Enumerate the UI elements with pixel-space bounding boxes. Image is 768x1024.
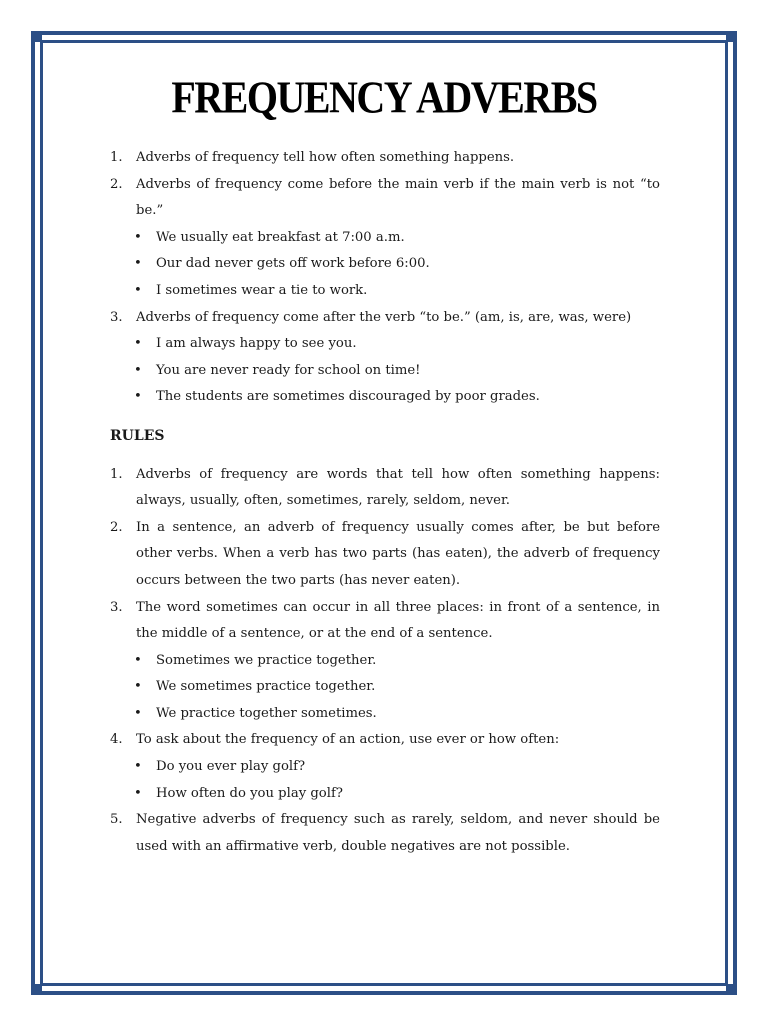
rules-heading: RULES — [110, 427, 165, 444]
item-text: I sometimes wear a tie to work. — [156, 282, 368, 298]
bullet-marker: • — [134, 229, 142, 245]
item-number: 2. — [110, 519, 123, 535]
document-body — [110, 145, 660, 860]
intro-list — [110, 145, 660, 411]
border-corner-top-right — [726, 31, 737, 42]
numbered-item — [110, 305, 660, 332]
bullet-marker: • — [134, 389, 142, 405]
bullet-marker: • — [134, 705, 142, 721]
item-text: Adverbs of frequency are words that tell how often something happens: always, usually, often, sometimes, rarely, seldom, never. — [136, 466, 660, 509]
item-text: You are never ready for school on time! — [156, 362, 421, 378]
numbered-item — [110, 172, 660, 225]
item-text: Adverbs of frequency come before the main verb if the main verb is not “to be.” — [136, 176, 660, 219]
item-text: In a sentence, an adverb of frequency usually comes after, be but before other verbs. When a verb has two parts (has eaten), the adverb of frequency occurs between the two parts (has never eaten). — [136, 519, 660, 588]
numbered-item — [110, 145, 660, 172]
bullet-item — [110, 754, 660, 781]
item-number: 1. — [110, 466, 123, 482]
numbered-item — [110, 727, 660, 754]
item-text: The students are sometimes discouraged by poor grades. — [156, 389, 540, 405]
item-text: We sometimes practice together. — [156, 679, 376, 695]
bullet-marker: • — [134, 785, 142, 801]
bullet-marker: • — [134, 336, 142, 352]
bullet-item — [110, 358, 660, 385]
item-text: Adverbs of frequency come after the verb “to be.” (am, is, are, was, were) — [136, 309, 632, 325]
bullet-item — [110, 331, 660, 358]
bullet-item — [110, 781, 660, 808]
item-text: Adverbs of frequency tell how often something happens. — [136, 150, 515, 165]
item-number: 1. — [110, 150, 123, 165]
bullet-marker: • — [134, 652, 142, 668]
item-text: I am always happy to see you. — [156, 336, 357, 352]
item-number: 3. — [110, 309, 123, 325]
item-number: 3. — [110, 599, 123, 615]
bullet-marker: • — [134, 282, 142, 298]
item-text: To ask about the frequency of an action, use ever or how often: — [136, 732, 560, 748]
item-text: Negative adverbs of frequency such as rarely, seldom, and never should be used with an affirmative verb, double negatives are not possible. — [136, 812, 660, 854]
item-number: 5. — [110, 812, 123, 828]
bullet-item — [110, 674, 660, 701]
bullet-marker: • — [134, 256, 142, 272]
bullet-marker: • — [134, 679, 142, 695]
item-number: 2. — [110, 176, 123, 192]
bullet-item — [110, 384, 660, 411]
border-corner-bottom-left — [31, 984, 42, 995]
item-number: 4. — [110, 732, 123, 748]
item-text: We practice together sometimes. — [156, 705, 377, 721]
numbered-item — [110, 807, 660, 860]
item-text: The word sometimes can occur in all three places: in front of a sentence, in the middle of a sentence, or at the end of a sentence. — [136, 599, 660, 642]
bullet-item — [110, 648, 660, 675]
border-corner-top-left — [31, 31, 42, 42]
bullet-item — [110, 225, 660, 252]
numbered-item — [110, 515, 660, 595]
item-text: How often do you play golf? — [156, 785, 343, 801]
numbered-item — [110, 595, 660, 648]
bullet-item — [110, 278, 660, 305]
item-text: We usually eat breakfast at 7:00 a.m. — [156, 229, 405, 245]
border-corner-bottom-right — [726, 984, 737, 995]
bullet-marker: • — [134, 759, 142, 775]
item-text: Our dad never gets off work before 6:00. — [156, 256, 430, 272]
bullet-item — [110, 701, 660, 728]
bullet-marker: • — [134, 362, 142, 378]
bullet-item — [110, 251, 660, 278]
item-text: Do you ever play golf? — [156, 759, 306, 775]
item-text: Sometimes we practice together. — [156, 652, 377, 668]
rules-list — [110, 462, 660, 861]
numbered-item — [110, 462, 660, 515]
page-title: FREQUENCY ADVERBS — [171, 71, 597, 123]
